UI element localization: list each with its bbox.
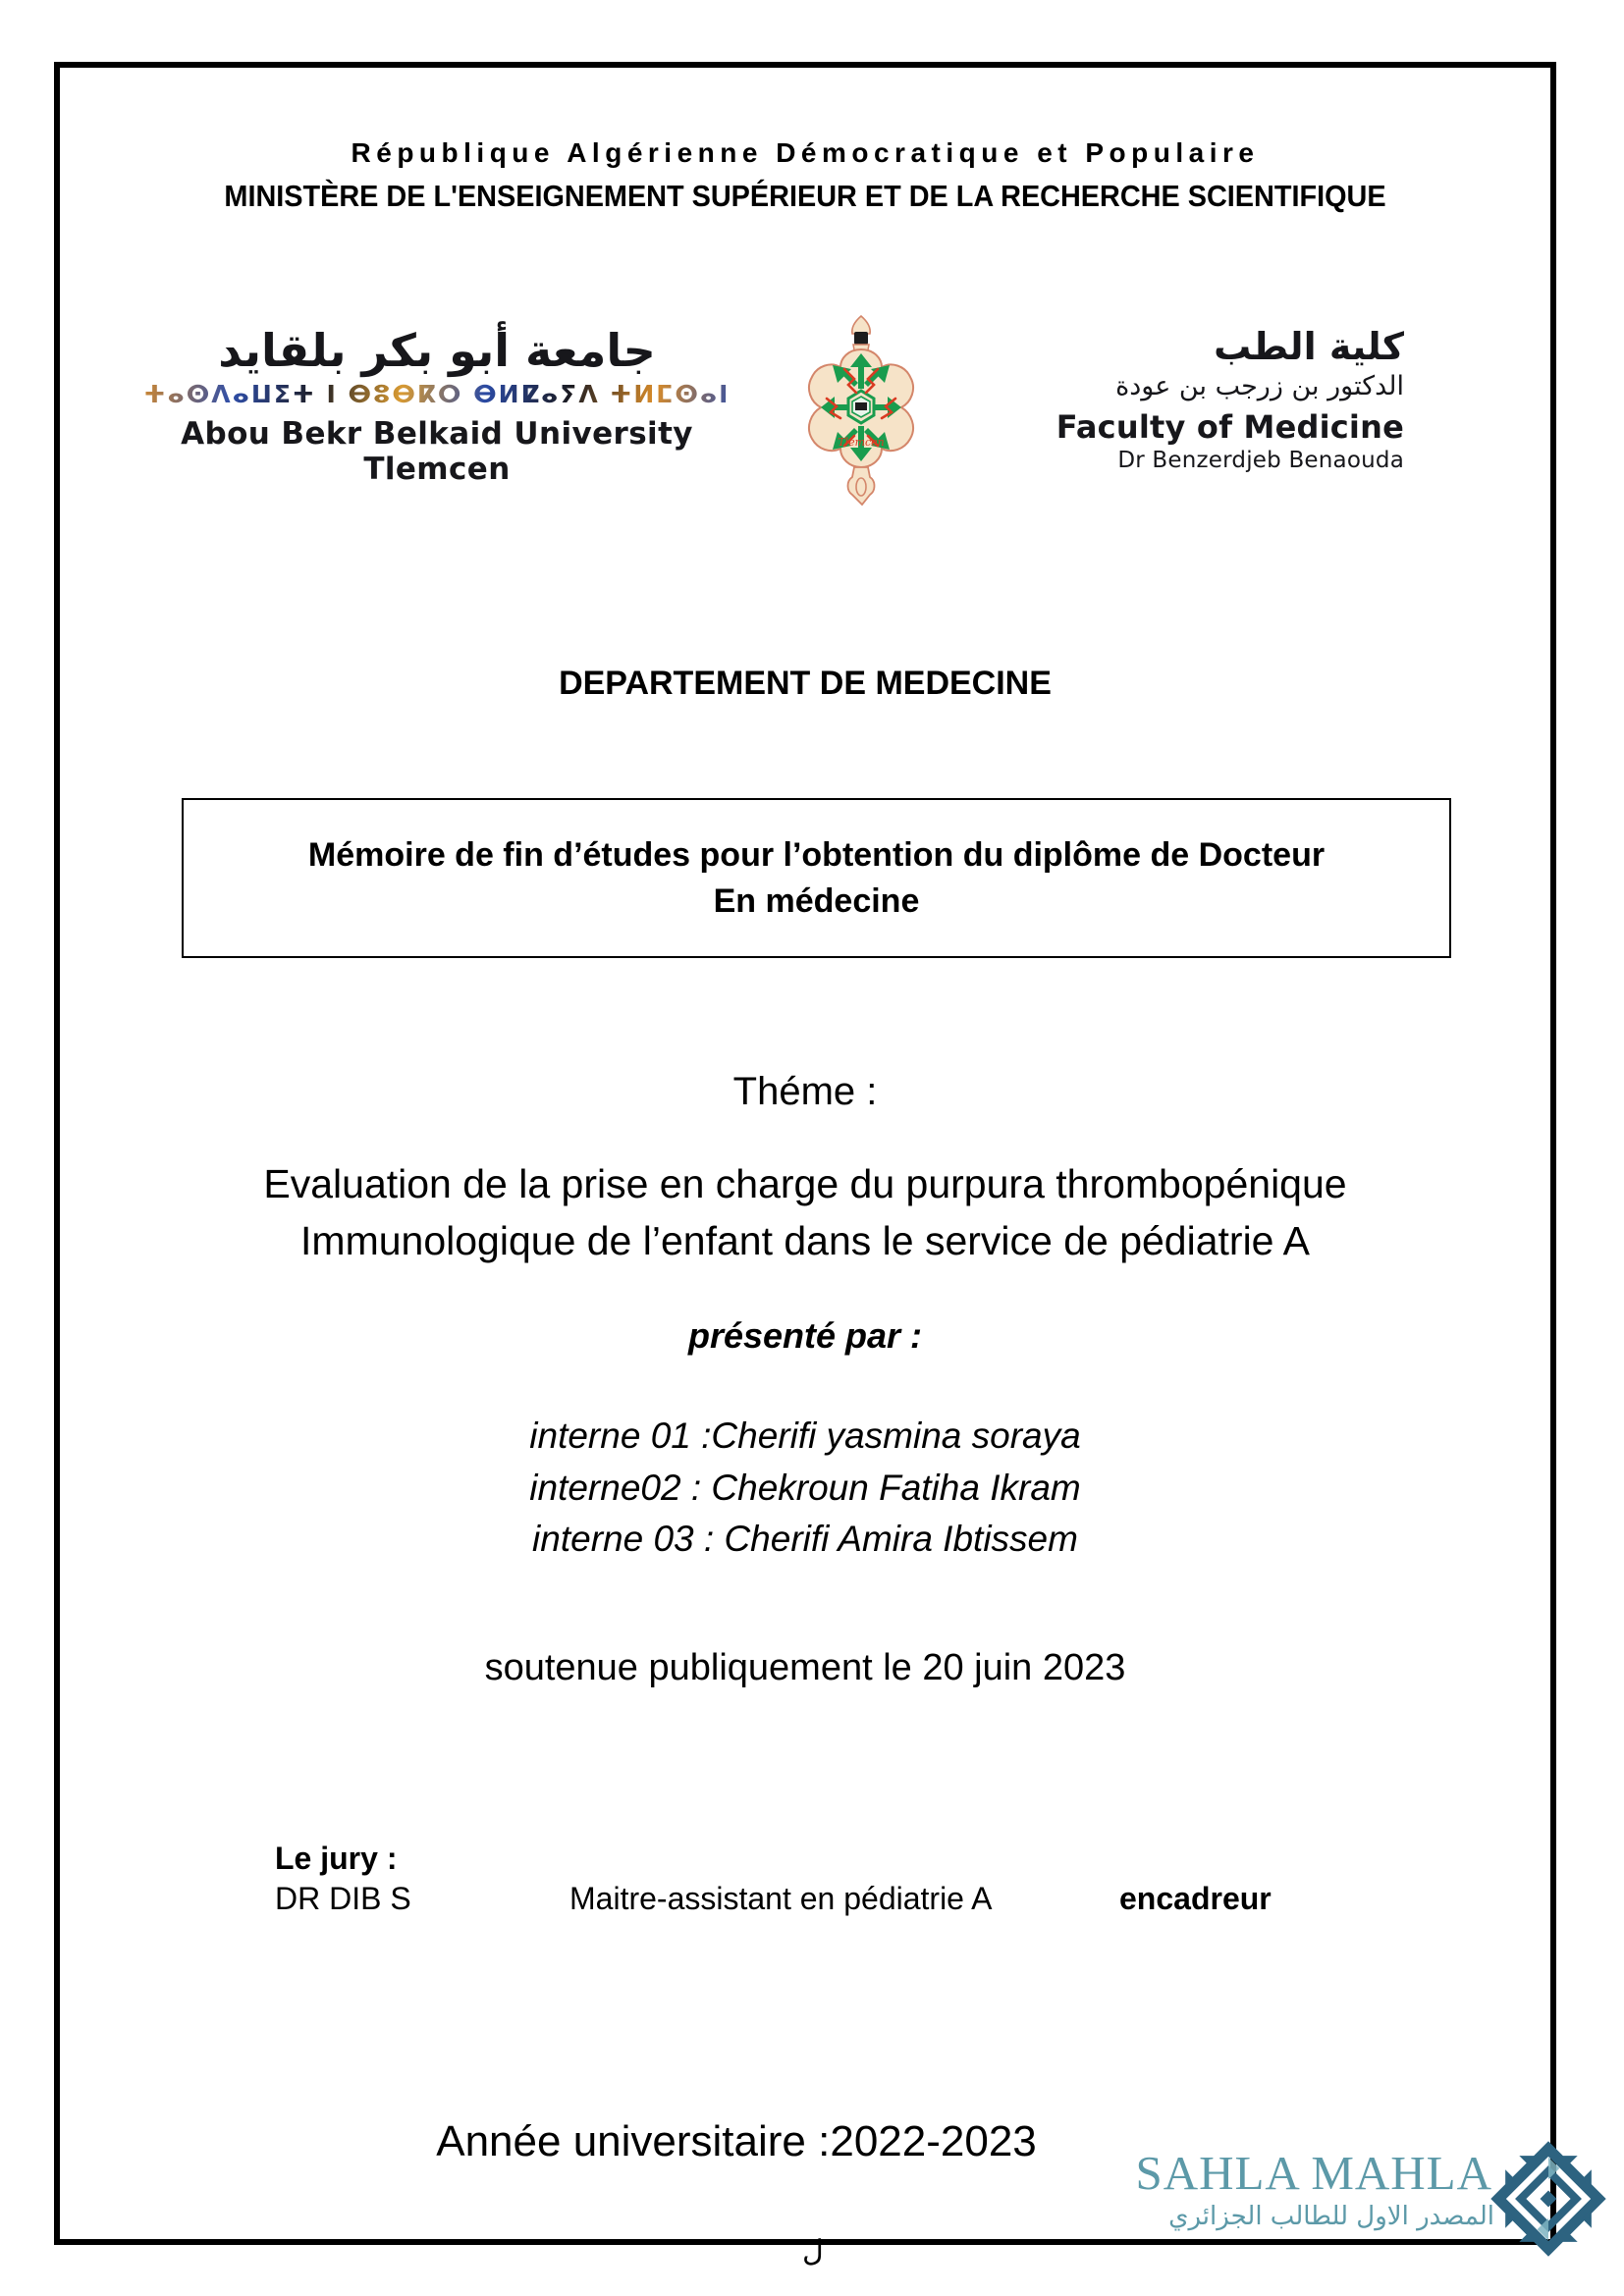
university-name-english: Abou Bekr Belkaid University Tlemcen	[181, 415, 693, 487]
university-logo	[137, 324, 736, 487]
university-name-arabic: جامعة أبو بكر بلقايد	[218, 324, 656, 377]
sahla-mahla-diamond-icon	[1490, 2137, 1606, 2261]
university-name-tifinagh: ⵜⴰⵙⴷⴰⵡⵉⵜ ⵏ ⴱⵓⴱⴽⵔ ⴱⵍⵇⴰⵢⴷ ⵜⵍⵎⵙⴰⵏ	[137, 381, 736, 408]
jury-label: Le jury :	[275, 1841, 398, 1876]
thesis-title-line-2: Immunologique de l’enfant dans le service de pédiatrie A	[300, 1218, 1310, 1264]
faculty-title-arabic: كلية الطب	[1214, 325, 1404, 368]
bottom-cut-glyph: ل	[802, 2237, 824, 2268]
jury-member-row	[275, 1881, 1453, 1917]
svg-text:Tlemcen: Tlemcen	[838, 436, 885, 449]
jury-section	[275, 1841, 1453, 1917]
jury-member-name: DR DIB S	[275, 1881, 411, 1916]
authors-list	[54, 1411, 1556, 1566]
thesis-title	[54, 1155, 1556, 1269]
faculty-subtitle-english: Dr Benzerdjeb Benaouda	[1117, 448, 1404, 474]
theme-label: Théme :	[732, 1070, 878, 1113]
diploma-statement-box	[182, 798, 1451, 958]
presented-by-label: présenté par :	[687, 1315, 923, 1356]
watermark-subtitle: المصدر الاول للطالب الجزائري	[1168, 2202, 1494, 2231]
thesis-title-line-1: Evaluation de la prise en charge du purpura thrombopénique	[263, 1161, 1347, 1206]
diploma-line-1: Mémoire de fin d’études pour l’obtention du diplôme de Docteur	[307, 835, 1326, 874]
department-heading: DEPARTEMENT DE MEDECINE	[559, 665, 1052, 702]
sahla-mahla-watermark	[1129, 2145, 1591, 2282]
defense-date: soutenue publiquement le 20 juin 2023	[484, 1647, 1126, 1688]
author-item: interne02 : Chekroun Fatiha Ikram	[529, 1467, 1081, 1508]
faculty-subtitle-arabic: الدكتور بن زرجب بن عودة	[1115, 370, 1404, 401]
ministry-heading: MINISTÈRE DE L'ENSEIGNEMENT SUPÉRIEUR ET DE LA RECHERCHE SCIENTIFIQUE	[224, 179, 1386, 213]
faculty-logo	[972, 326, 1404, 473]
jury-member-role: Maitre-assistant en pédiatrie A	[569, 1881, 993, 1916]
author-item: interne 03 : Cherifi Amira Ibtissem	[532, 1519, 1078, 1560]
diploma-line-2: En médecine	[713, 881, 920, 920]
jury-member-tag: encadreur	[1119, 1881, 1272, 1916]
author-item: interne 01 :Cherifi yasmina soraya	[529, 1415, 1081, 1456]
watermark-title: SAHLA MAHLA	[1135, 2146, 1492, 2200]
academic-year: Année universitaire :2022-2023	[436, 2117, 1037, 2165]
faculty-title-english: Faculty of Medicine	[1056, 408, 1404, 447]
logo-band	[137, 312, 1404, 518]
republic-heading: République Algérienne Démocratique et Populaire	[351, 137, 1260, 168]
diploma-statement-text	[279, 832, 1354, 925]
university-emblem-icon	[797, 312, 925, 508]
